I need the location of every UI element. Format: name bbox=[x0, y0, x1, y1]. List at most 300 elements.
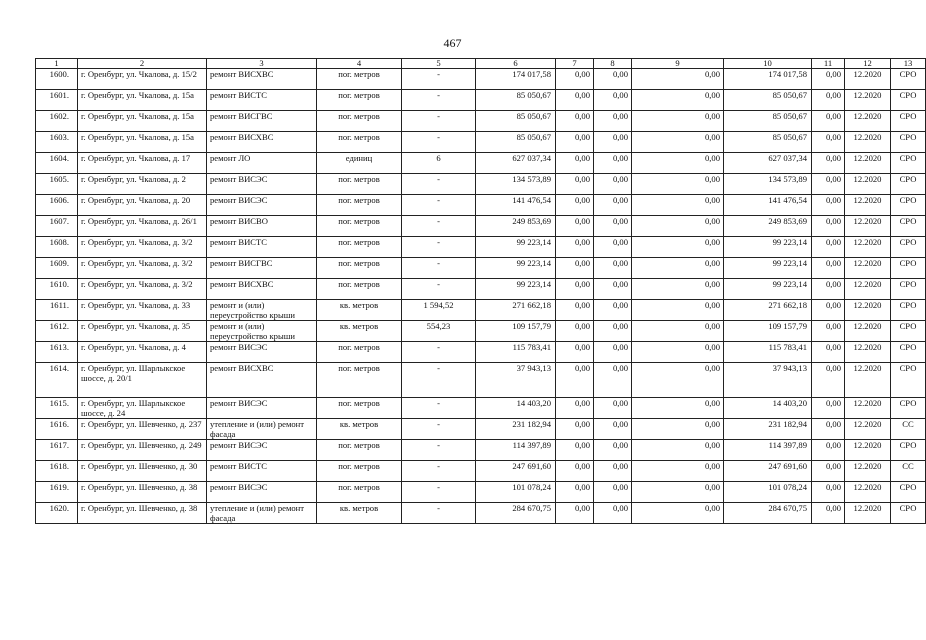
row-number-cell: 1610. bbox=[36, 279, 78, 300]
funding-source-cell: СРО bbox=[891, 195, 926, 216]
value-cell-10: 271 662,18 bbox=[724, 300, 812, 321]
total-cost-cell: 85 050,67 bbox=[476, 132, 556, 153]
funding-source-cell: СРО bbox=[891, 300, 926, 321]
value-cell-11: 0,00 bbox=[812, 132, 845, 153]
total-cost-cell: 37 943,13 bbox=[476, 363, 556, 398]
funding-source-cell: СРО bbox=[891, 258, 926, 279]
table-row bbox=[36, 111, 926, 132]
row-number-cell: 1611. bbox=[36, 300, 78, 321]
work-type-cell: ремонт ВИСЭС bbox=[207, 482, 317, 503]
total-cost-cell: 14 403,20 bbox=[476, 398, 556, 419]
header-cell: 3 bbox=[207, 59, 317, 69]
value-cell-8: 0,00 bbox=[594, 419, 632, 440]
term-cell: 12.2020 bbox=[845, 90, 891, 111]
value-cell-10: 85 050,67 bbox=[724, 132, 812, 153]
value-cell-9: 0,00 bbox=[632, 342, 724, 363]
term-cell: 12.2020 bbox=[845, 111, 891, 132]
value-cell-11: 0,00 bbox=[812, 300, 845, 321]
total-cost-cell: 85 050,67 bbox=[476, 111, 556, 132]
value-cell-11: 0,00 bbox=[812, 482, 845, 503]
address-cell: г. Оренбург, ул. Чкалова, д. 3/2 bbox=[78, 279, 207, 300]
value-cell-7: 0,00 bbox=[556, 342, 594, 363]
header-cell: 4 bbox=[317, 59, 402, 69]
value-cell-7: 0,00 bbox=[556, 174, 594, 195]
total-cost-cell: 249 853,69 bbox=[476, 216, 556, 237]
value-cell-11: 0,00 bbox=[812, 321, 845, 342]
table-row bbox=[36, 174, 926, 195]
unit-cell: пог. метров bbox=[317, 279, 402, 300]
unit-cell: пог. метров bbox=[317, 342, 402, 363]
value-cell-9: 0,00 bbox=[632, 300, 724, 321]
funding-source-cell: СРО bbox=[891, 440, 926, 461]
work-type-cell: утепление и (или) ремонт фасада bbox=[207, 419, 317, 440]
total-cost-cell: 85 050,67 bbox=[476, 90, 556, 111]
total-cost-cell: 99 223,14 bbox=[476, 258, 556, 279]
header-cell: 12 bbox=[845, 59, 891, 69]
quantity-cell: - bbox=[402, 363, 476, 398]
value-cell-10: 627 037,34 bbox=[724, 153, 812, 174]
address-cell: г. Оренбург, ул. Чкалова, д. 15а bbox=[78, 132, 207, 153]
address-cell: г. Оренбург, ул. Шевченко, д. 38 bbox=[78, 503, 207, 524]
work-type-cell: ремонт и (или) переустройство крыши bbox=[207, 300, 317, 321]
value-cell-10: 114 397,89 bbox=[724, 440, 812, 461]
unit-cell: пог. метров bbox=[317, 237, 402, 258]
value-cell-10: 101 078,24 bbox=[724, 482, 812, 503]
address-cell: г. Оренбург, ул. Шарлыкское шоссе, д. 24 bbox=[78, 398, 207, 419]
work-type-cell: утепление и (или) ремонт фасада bbox=[207, 503, 317, 524]
term-cell: 12.2020 bbox=[845, 132, 891, 153]
table-row bbox=[36, 195, 926, 216]
row-number-cell: 1609. bbox=[36, 258, 78, 279]
address-cell: г. Оренбург, ул. Чкалова, д. 4 bbox=[78, 342, 207, 363]
funding-source-cell: СРО bbox=[891, 237, 926, 258]
value-cell-7: 0,00 bbox=[556, 195, 594, 216]
value-cell-10: 249 853,69 bbox=[724, 216, 812, 237]
value-cell-8: 0,00 bbox=[594, 279, 632, 300]
address-cell: г. Оренбург, ул. Шевченко, д. 30 bbox=[78, 461, 207, 482]
value-cell-10: 99 223,14 bbox=[724, 258, 812, 279]
total-cost-cell: 174 017,58 bbox=[476, 69, 556, 90]
quantity-cell: - bbox=[402, 195, 476, 216]
term-cell: 12.2020 bbox=[845, 216, 891, 237]
address-cell: г. Оренбург, ул. Чкалова, д. 15а bbox=[78, 90, 207, 111]
header-cell: 6 bbox=[476, 59, 556, 69]
quantity-cell: - bbox=[402, 111, 476, 132]
value-cell-8: 0,00 bbox=[594, 132, 632, 153]
work-type-cell: ремонт ВИСЭС bbox=[207, 342, 317, 363]
table-row bbox=[36, 342, 926, 363]
funding-source-cell: СРО bbox=[891, 363, 926, 398]
value-cell-11: 0,00 bbox=[812, 153, 845, 174]
total-cost-cell: 627 037,34 bbox=[476, 153, 556, 174]
address-cell: г. Оренбург, ул. Чкалова, д. 3/2 bbox=[78, 237, 207, 258]
address-cell: г. Оренбург, ул. Чкалова, д. 2 bbox=[78, 174, 207, 195]
value-cell-9: 0,00 bbox=[632, 503, 724, 524]
value-cell-9: 0,00 bbox=[632, 153, 724, 174]
unit-cell: кв. метров bbox=[317, 503, 402, 524]
funding-source-cell: СРО bbox=[891, 216, 926, 237]
value-cell-7: 0,00 bbox=[556, 440, 594, 461]
page-number: 467 bbox=[443, 36, 462, 50]
value-cell-7: 0,00 bbox=[556, 132, 594, 153]
unit-cell: пог. метров bbox=[317, 132, 402, 153]
total-cost-cell: 247 691,60 bbox=[476, 461, 556, 482]
row-number-cell: 1614. bbox=[36, 363, 78, 398]
row-number-cell: 1617. bbox=[36, 440, 78, 461]
value-cell-10: 134 573,89 bbox=[724, 174, 812, 195]
address-cell: г. Оренбург, ул. Чкалова, д. 35 bbox=[78, 321, 207, 342]
quantity-cell: - bbox=[402, 237, 476, 258]
work-type-cell: ремонт ВИСЭС bbox=[207, 398, 317, 419]
row-number-cell: 1613. bbox=[36, 342, 78, 363]
table-row bbox=[36, 440, 926, 461]
unit-cell: пог. метров bbox=[317, 90, 402, 111]
quantity-cell: - bbox=[402, 482, 476, 503]
value-cell-10: 109 157,79 bbox=[724, 321, 812, 342]
value-cell-7: 0,00 bbox=[556, 258, 594, 279]
table-row bbox=[36, 300, 926, 321]
row-number-cell: 1606. bbox=[36, 195, 78, 216]
table-row bbox=[36, 237, 926, 258]
address-cell: г. Оренбург, ул. Чкалова, д. 20 bbox=[78, 195, 207, 216]
value-cell-10: 85 050,67 bbox=[724, 111, 812, 132]
unit-cell: кв. метров bbox=[317, 419, 402, 440]
address-cell: г. Оренбург, ул. Чкалова, д. 26/1 bbox=[78, 216, 207, 237]
header-cell: 2 bbox=[78, 59, 207, 69]
work-type-cell: ремонт ВИСХВС bbox=[207, 279, 317, 300]
table-row bbox=[36, 279, 926, 300]
value-cell-9: 0,00 bbox=[632, 482, 724, 503]
term-cell: 12.2020 bbox=[845, 363, 891, 398]
value-cell-10: 115 783,41 bbox=[724, 342, 812, 363]
value-cell-8: 0,00 bbox=[594, 321, 632, 342]
table-row bbox=[36, 90, 926, 111]
quantity-cell: - bbox=[402, 419, 476, 440]
value-cell-7: 0,00 bbox=[556, 503, 594, 524]
value-cell-11: 0,00 bbox=[812, 111, 845, 132]
value-cell-7: 0,00 bbox=[556, 321, 594, 342]
table-row bbox=[36, 503, 926, 524]
term-cell: 12.2020 bbox=[845, 258, 891, 279]
address-cell: г. Оренбург, ул. Шевченко, д. 237 bbox=[78, 419, 207, 440]
work-type-cell: ремонт ВИСЭС bbox=[207, 440, 317, 461]
total-cost-cell: 101 078,24 bbox=[476, 482, 556, 503]
value-cell-11: 0,00 bbox=[812, 174, 845, 195]
quantity-cell: - bbox=[402, 342, 476, 363]
register-table bbox=[35, 58, 926, 524]
value-cell-11: 0,00 bbox=[812, 461, 845, 482]
table-body bbox=[36, 59, 926, 524]
address-cell: г. Оренбург, ул. Чкалова, д. 15/2 bbox=[78, 69, 207, 90]
value-cell-10: 99 223,14 bbox=[724, 237, 812, 258]
work-type-cell: ремонт ВИСГВС bbox=[207, 258, 317, 279]
quantity-cell: 1 594,52 bbox=[402, 300, 476, 321]
value-cell-7: 0,00 bbox=[556, 279, 594, 300]
total-cost-cell: 141 476,54 bbox=[476, 195, 556, 216]
value-cell-9: 0,00 bbox=[632, 440, 724, 461]
row-number-cell: 1601. bbox=[36, 90, 78, 111]
funding-source-cell: СРО bbox=[891, 153, 926, 174]
work-type-cell: ремонт ВИСТС bbox=[207, 90, 317, 111]
row-number-cell: 1615. bbox=[36, 398, 78, 419]
term-cell: 12.2020 bbox=[845, 503, 891, 524]
value-cell-7: 0,00 bbox=[556, 69, 594, 90]
work-type-cell: ремонт ВИСХВС bbox=[207, 363, 317, 398]
term-cell: 12.2020 bbox=[845, 300, 891, 321]
value-cell-9: 0,00 bbox=[632, 195, 724, 216]
row-number-cell: 1605. bbox=[36, 174, 78, 195]
value-cell-9: 0,00 bbox=[632, 461, 724, 482]
work-type-cell: ремонт и (или) переустройство крыши bbox=[207, 321, 317, 342]
work-type-cell: ремонт ВИСХВС bbox=[207, 69, 317, 90]
funding-source-cell: СС bbox=[891, 461, 926, 482]
value-cell-10: 85 050,67 bbox=[724, 90, 812, 111]
term-cell: 12.2020 bbox=[845, 153, 891, 174]
term-cell: 12.2020 bbox=[845, 419, 891, 440]
quantity-cell: - bbox=[402, 279, 476, 300]
row-number-cell: 1600. bbox=[36, 69, 78, 90]
unit-cell: пог. метров bbox=[317, 440, 402, 461]
value-cell-8: 0,00 bbox=[594, 503, 632, 524]
address-cell: г. Оренбург, ул. Чкалова, д. 3/2 bbox=[78, 258, 207, 279]
total-cost-cell: 115 783,41 bbox=[476, 342, 556, 363]
funding-source-cell: СРО bbox=[891, 342, 926, 363]
work-type-cell: ремонт ВИСЭС bbox=[207, 174, 317, 195]
value-cell-8: 0,00 bbox=[594, 174, 632, 195]
header-cell: 8 bbox=[594, 59, 632, 69]
value-cell-8: 0,00 bbox=[594, 237, 632, 258]
table-row bbox=[36, 132, 926, 153]
value-cell-11: 0,00 bbox=[812, 342, 845, 363]
value-cell-7: 0,00 bbox=[556, 363, 594, 398]
total-cost-cell: 109 157,79 bbox=[476, 321, 556, 342]
value-cell-11: 0,00 bbox=[812, 90, 845, 111]
table-row bbox=[36, 321, 926, 342]
quantity-cell: 554,23 bbox=[402, 321, 476, 342]
value-cell-7: 0,00 bbox=[556, 153, 594, 174]
header-cell: 10 bbox=[724, 59, 812, 69]
value-cell-9: 0,00 bbox=[632, 237, 724, 258]
address-cell: г. Оренбург, ул. Шевченко, д. 38 bbox=[78, 482, 207, 503]
header-cell: 1 bbox=[36, 59, 78, 69]
value-cell-11: 0,00 bbox=[812, 216, 845, 237]
row-number-cell: 1602. bbox=[36, 111, 78, 132]
row-number-cell: 1603. bbox=[36, 132, 78, 153]
value-cell-9: 0,00 bbox=[632, 398, 724, 419]
value-cell-8: 0,00 bbox=[594, 482, 632, 503]
value-cell-7: 0,00 bbox=[556, 482, 594, 503]
value-cell-11: 0,00 bbox=[812, 237, 845, 258]
table-row bbox=[36, 482, 926, 503]
funding-source-cell: СРО bbox=[891, 321, 926, 342]
address-cell: г. Оренбург, ул. Шарлыкское шоссе, д. 20/1 bbox=[78, 363, 207, 398]
value-cell-9: 0,00 bbox=[632, 321, 724, 342]
work-type-cell: ремонт ВИСТС bbox=[207, 461, 317, 482]
unit-cell: пог. метров bbox=[317, 398, 402, 419]
value-cell-11: 0,00 bbox=[812, 195, 845, 216]
unit-cell: пог. метров bbox=[317, 111, 402, 132]
value-cell-10: 231 182,94 bbox=[724, 419, 812, 440]
term-cell: 12.2020 bbox=[845, 398, 891, 419]
value-cell-8: 0,00 bbox=[594, 111, 632, 132]
funding-source-cell: СС bbox=[891, 419, 926, 440]
table-row bbox=[36, 216, 926, 237]
row-number-cell: 1616. bbox=[36, 419, 78, 440]
table-header-row bbox=[36, 59, 926, 69]
value-cell-9: 0,00 bbox=[632, 111, 724, 132]
value-cell-9: 0,00 bbox=[632, 279, 724, 300]
term-cell: 12.2020 bbox=[845, 461, 891, 482]
row-number-cell: 1607. bbox=[36, 216, 78, 237]
value-cell-10: 14 403,20 bbox=[724, 398, 812, 419]
value-cell-8: 0,00 bbox=[594, 69, 632, 90]
row-number-cell: 1619. bbox=[36, 482, 78, 503]
value-cell-8: 0,00 bbox=[594, 216, 632, 237]
quantity-cell: - bbox=[402, 503, 476, 524]
value-cell-10: 99 223,14 bbox=[724, 279, 812, 300]
value-cell-11: 0,00 bbox=[812, 363, 845, 398]
work-type-cell: ремонт ВИСХВС bbox=[207, 132, 317, 153]
value-cell-10: 174 017,58 bbox=[724, 69, 812, 90]
value-cell-9: 0,00 bbox=[632, 69, 724, 90]
value-cell-10: 37 943,13 bbox=[724, 363, 812, 398]
value-cell-7: 0,00 bbox=[556, 90, 594, 111]
row-number-cell: 1604. bbox=[36, 153, 78, 174]
work-type-cell: ремонт ВИСГВС bbox=[207, 111, 317, 132]
value-cell-10: 247 691,60 bbox=[724, 461, 812, 482]
work-type-cell: ремонт ВИСТС bbox=[207, 237, 317, 258]
value-cell-8: 0,00 bbox=[594, 461, 632, 482]
funding-source-cell: СРО bbox=[891, 174, 926, 195]
term-cell: 12.2020 bbox=[845, 440, 891, 461]
work-type-cell: ремонт ВИСЭС bbox=[207, 195, 317, 216]
table-row bbox=[36, 419, 926, 440]
row-number-cell: 1608. bbox=[36, 237, 78, 258]
header-cell: 7 bbox=[556, 59, 594, 69]
total-cost-cell: 114 397,89 bbox=[476, 440, 556, 461]
header-cell: 5 bbox=[402, 59, 476, 69]
value-cell-7: 0,00 bbox=[556, 300, 594, 321]
term-cell: 12.2020 bbox=[845, 279, 891, 300]
value-cell-8: 0,00 bbox=[594, 153, 632, 174]
value-cell-9: 0,00 bbox=[632, 363, 724, 398]
value-cell-9: 0,00 bbox=[632, 216, 724, 237]
value-cell-8: 0,00 bbox=[594, 195, 632, 216]
row-number-cell: 1618. bbox=[36, 461, 78, 482]
funding-source-cell: СРО bbox=[891, 132, 926, 153]
quantity-cell: - bbox=[402, 132, 476, 153]
term-cell: 12.2020 bbox=[845, 195, 891, 216]
value-cell-9: 0,00 bbox=[632, 90, 724, 111]
total-cost-cell: 231 182,94 bbox=[476, 419, 556, 440]
total-cost-cell: 99 223,14 bbox=[476, 237, 556, 258]
value-cell-9: 0,00 bbox=[632, 132, 724, 153]
funding-source-cell: СРО bbox=[891, 482, 926, 503]
unit-cell: единиц bbox=[317, 153, 402, 174]
header-cell: 9 bbox=[632, 59, 724, 69]
row-number-cell: 1612. bbox=[36, 321, 78, 342]
quantity-cell: - bbox=[402, 258, 476, 279]
table-row bbox=[36, 153, 926, 174]
funding-source-cell: СРО bbox=[891, 398, 926, 419]
funding-source-cell: СРО bbox=[891, 503, 926, 524]
table-row bbox=[36, 258, 926, 279]
address-cell: г. Оренбург, ул. Шевченко, д. 249 bbox=[78, 440, 207, 461]
value-cell-11: 0,00 bbox=[812, 440, 845, 461]
value-cell-8: 0,00 bbox=[594, 258, 632, 279]
term-cell: 12.2020 bbox=[845, 342, 891, 363]
value-cell-9: 0,00 bbox=[632, 174, 724, 195]
unit-cell: пог. метров bbox=[317, 482, 402, 503]
quantity-cell: 6 bbox=[402, 153, 476, 174]
value-cell-7: 0,00 bbox=[556, 419, 594, 440]
value-cell-11: 0,00 bbox=[812, 398, 845, 419]
value-cell-9: 0,00 bbox=[632, 419, 724, 440]
funding-source-cell: СРО bbox=[891, 111, 926, 132]
total-cost-cell: 271 662,18 bbox=[476, 300, 556, 321]
unit-cell: пог. метров bbox=[317, 174, 402, 195]
header-cell: 13 bbox=[891, 59, 926, 69]
value-cell-10: 141 476,54 bbox=[724, 195, 812, 216]
table-row bbox=[36, 461, 926, 482]
quantity-cell: - bbox=[402, 440, 476, 461]
value-cell-8: 0,00 bbox=[594, 440, 632, 461]
unit-cell: кв. метров bbox=[317, 300, 402, 321]
table-row bbox=[36, 398, 926, 419]
value-cell-8: 0,00 bbox=[594, 342, 632, 363]
value-cell-7: 0,00 bbox=[556, 398, 594, 419]
quantity-cell: - bbox=[402, 461, 476, 482]
value-cell-10: 284 670,75 bbox=[724, 503, 812, 524]
table-row bbox=[36, 363, 926, 398]
term-cell: 12.2020 bbox=[845, 321, 891, 342]
term-cell: 12.2020 bbox=[845, 482, 891, 503]
address-cell: г. Оренбург, ул. Чкалова, д. 15а bbox=[78, 111, 207, 132]
value-cell-8: 0,00 bbox=[594, 398, 632, 419]
term-cell: 12.2020 bbox=[845, 237, 891, 258]
unit-cell: кв. метров bbox=[317, 321, 402, 342]
funding-source-cell: СРО bbox=[891, 90, 926, 111]
value-cell-7: 0,00 bbox=[556, 237, 594, 258]
address-cell: г. Оренбург, ул. Чкалова, д. 33 bbox=[78, 300, 207, 321]
quantity-cell: - bbox=[402, 69, 476, 90]
quantity-cell: - bbox=[402, 90, 476, 111]
funding-source-cell: СРО bbox=[891, 279, 926, 300]
quantity-cell: - bbox=[402, 174, 476, 195]
header-cell: 11 bbox=[812, 59, 845, 69]
quantity-cell: - bbox=[402, 216, 476, 237]
value-cell-11: 0,00 bbox=[812, 69, 845, 90]
row-number-cell: 1620. bbox=[36, 503, 78, 524]
unit-cell: пог. метров bbox=[317, 363, 402, 398]
value-cell-7: 0,00 bbox=[556, 111, 594, 132]
quantity-cell: - bbox=[402, 398, 476, 419]
value-cell-11: 0,00 bbox=[812, 279, 845, 300]
total-cost-cell: 284 670,75 bbox=[476, 503, 556, 524]
unit-cell: пог. метров bbox=[317, 195, 402, 216]
value-cell-8: 0,00 bbox=[594, 90, 632, 111]
value-cell-7: 0,00 bbox=[556, 216, 594, 237]
work-type-cell: ремонт ВИСВО bbox=[207, 216, 317, 237]
value-cell-8: 0,00 bbox=[594, 363, 632, 398]
table-row bbox=[36, 69, 926, 90]
value-cell-11: 0,00 bbox=[812, 258, 845, 279]
value-cell-11: 0,00 bbox=[812, 419, 845, 440]
value-cell-8: 0,00 bbox=[594, 300, 632, 321]
funding-source-cell: СРО bbox=[891, 69, 926, 90]
value-cell-7: 0,00 bbox=[556, 461, 594, 482]
value-cell-11: 0,00 bbox=[812, 503, 845, 524]
